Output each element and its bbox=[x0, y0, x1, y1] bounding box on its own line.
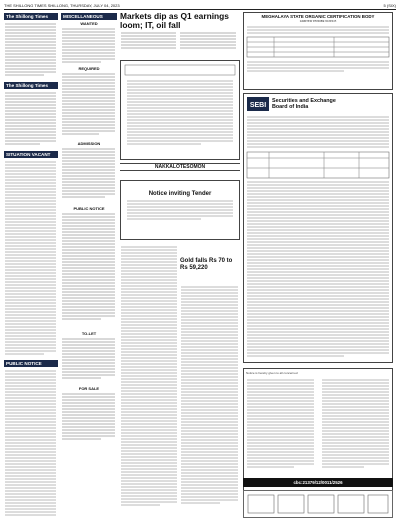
tender-title: MEGHALAYA STATE ORGANIC CERTIFICATION BODY bbox=[261, 14, 375, 19]
text-block-1 bbox=[4, 21, 58, 81]
text-block-3 bbox=[4, 159, 58, 359]
ad-title-admission: ADMISSION bbox=[77, 141, 101, 146]
section-header-2: The Shillong Times bbox=[4, 82, 58, 89]
sebi-body bbox=[244, 114, 392, 364]
text-block-admission bbox=[61, 146, 117, 206]
notice-inviting-tender-body bbox=[121, 197, 239, 237]
sebi-name-line1: Securities and Exchange bbox=[272, 98, 336, 104]
sponsor-logos bbox=[243, 490, 393, 518]
tender-body bbox=[244, 23, 392, 83]
text-block-2 bbox=[4, 90, 58, 150]
ad-title-to-let: TO-LET bbox=[81, 331, 97, 336]
masthead-right: 5 (SIX) bbox=[383, 3, 396, 8]
text-block-for-sale bbox=[61, 391, 117, 451]
section-header-public-notice: PUBLIC NOTICE bbox=[4, 360, 58, 367]
ad-title-required: REQUIRED bbox=[78, 66, 100, 71]
text-block-public-notice bbox=[61, 211, 117, 331]
bottom-notice-body bbox=[244, 377, 392, 477]
sebi-logo-text: SEBI bbox=[249, 102, 267, 109]
column-2 bbox=[61, 12, 117, 517]
masthead-left: THE SHILLONG TIMES SHILLONG, THURSDAY, JULY 04, 2023 bbox=[4, 3, 120, 8]
sebi-name bbox=[272, 98, 336, 110]
notice-inviting-tender-title: Notice inviting Tender bbox=[148, 191, 212, 197]
main-headline-box bbox=[120, 12, 238, 56]
ad-title-public-notice: PUBLIC NOTICE bbox=[73, 206, 105, 211]
bottom-notice-lead: Notice is hereby given to all concerned bbox=[246, 371, 298, 375]
ad-title-wanted: WANTED bbox=[80, 21, 98, 26]
column-3-body bbox=[120, 244, 178, 514]
gold-body bbox=[180, 284, 240, 514]
sponsor-logos-art bbox=[244, 491, 392, 517]
center-section-title: NAKKALOTESOMON bbox=[120, 163, 240, 171]
gold-story bbox=[180, 258, 240, 282]
section-header-situation-vacant: SITUATION VACANT bbox=[4, 151, 58, 158]
page-masthead bbox=[4, 2, 396, 10]
ad-title-for-sale: FOR SALE bbox=[78, 386, 100, 391]
text-block-to-let bbox=[61, 336, 117, 386]
section-header-misc: MISCELLANEOUS bbox=[61, 13, 117, 20]
headline-body-text bbox=[120, 30, 238, 52]
column-1 bbox=[4, 12, 58, 517]
main-headline: Markets dip as Q1 earnings loom; IT, oil fall bbox=[120, 11, 229, 30]
tender-subtitle: LIMITED TENDER NOTICE bbox=[299, 19, 337, 23]
notice-inviting-tender bbox=[120, 180, 240, 240]
tender-notice-top bbox=[243, 12, 393, 90]
sebi-logo-icon bbox=[247, 97, 269, 111]
text-block-required bbox=[61, 71, 117, 141]
section-header-1: The Shillong Times bbox=[4, 13, 58, 20]
sebi-name-line2: Board of India bbox=[272, 104, 309, 110]
text-block-wanted bbox=[61, 26, 117, 66]
text-block-4 bbox=[4, 368, 58, 517]
center-ad-box bbox=[120, 60, 240, 160]
center-ad-body bbox=[121, 61, 239, 159]
sebi-notice bbox=[243, 93, 393, 363]
gold-headline: Gold falls Rs 70 to Rs 59,220 bbox=[180, 258, 233, 271]
footer-banner: cbc:21379/12/0011/2526 bbox=[243, 478, 393, 487]
